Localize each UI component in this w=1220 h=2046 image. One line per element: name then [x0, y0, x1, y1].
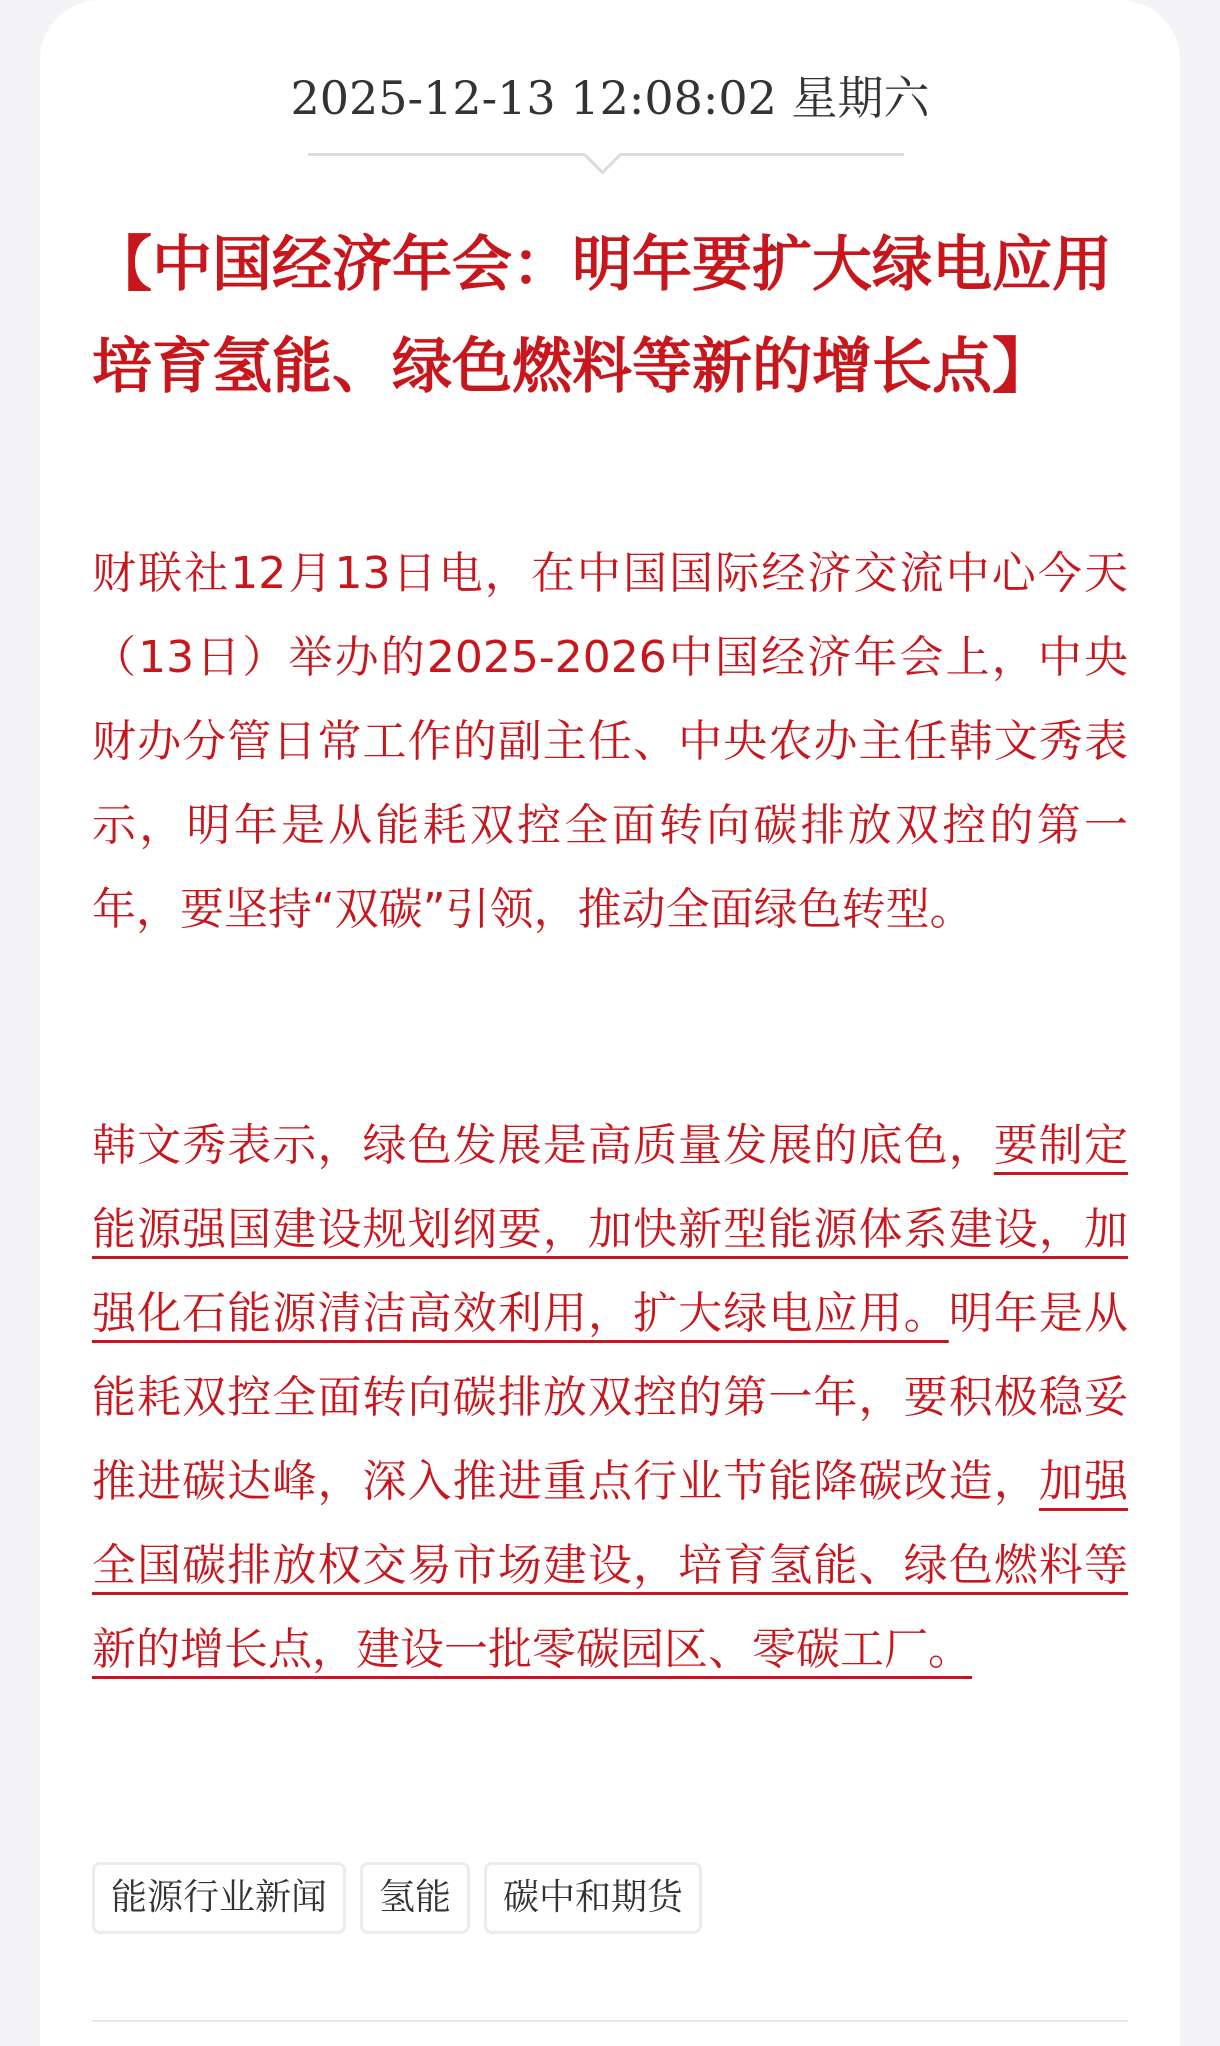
- tag-carbon-neutral-futures[interactable]: 碳中和期货: [484, 1862, 702, 1934]
- article-paragraph-2: [92, 1104, 1128, 1692]
- paragraph-2-text: 明年是从能耗双控全面转向碳排放双控的第一年，要积极稳妥推进碳达峰，深入推进重点行业节能降碳改造，: [92, 1288, 1129, 1507]
- paragraph-2-underlined-text: 加强全国碳排放权交易市场建设，培育氢能、绿色燃料等新的增长点，建设一批零碳园区、零碳工厂。: [92, 1456, 1129, 1675]
- paragraph-2-text: 韩文秀表示，绿色发展是高质量发展的底色，: [92, 1120, 994, 1171]
- bottom-divider: [92, 2020, 1128, 2022]
- paragraph-2-underlined-text: 要制定能源强国建设规划纲要，加快新型能源体系建设，加强化石能源清洁高效利用，扩大绿电应用。: [92, 1120, 1129, 1339]
- tag-hydrogen-energy[interactable]: 氢能: [360, 1862, 470, 1934]
- tag-energy-industry-news[interactable]: 能源行业新闻: [92, 1862, 346, 1934]
- tag-list: [92, 1862, 716, 1934]
- publish-datetime: 2025-12-13 12:08:02 星期六: [290, 71, 930, 125]
- article-headline: 【中国经济年会：明年要扩大绿电应用 培育氢能、绿色燃料等新的增长点】: [92, 230, 1112, 402]
- article-paragraph-1: 财联社12月13日电，在中国国际经济交流中心今天（13日）举办的2025-2026中国经济年会上，中央财办分管日常工作的副主任、中央农办主任韩文秀表示，明年是从能耗双控全面转向碳排放双控的第一年，要坚持“双碳”引领，推动全面绿色转型。: [92, 548, 1128, 935]
